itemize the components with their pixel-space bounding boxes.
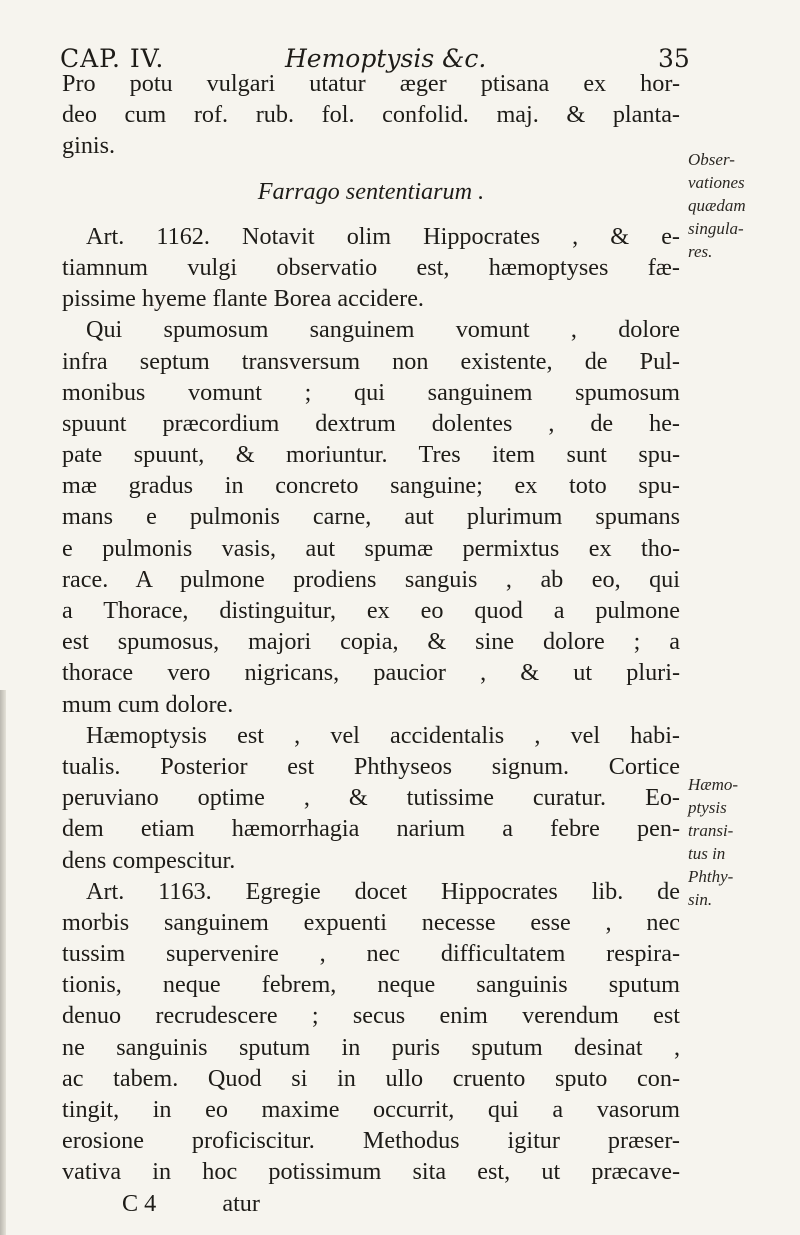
page-edge-shadow	[0, 690, 6, 1235]
text-line: a Thorace, distinguitur, ex eo quod a pulmone	[62, 597, 680, 624]
text-line: spuunt præcordium dextrum dolentes , de he-	[62, 409, 680, 437]
text-line: mæ gradus in concreto sanguine; ex toto spu-	[62, 472, 680, 500]
margin-note-line: res.	[688, 242, 713, 261]
text-line: peruviano optime , & tutissime curatur. Eo-	[62, 784, 680, 812]
text-line: denuo recrudescere ; secus enim verendum est	[62, 1002, 680, 1030]
page-footer	[62, 1188, 680, 1219]
margin-note-line: sin.	[688, 890, 713, 909]
text-line: e pulmonis vasis, aut spumæ permixtus ex tho-	[62, 534, 680, 562]
margin-note-line: Phthy-	[688, 867, 734, 886]
text-line: ginis.	[62, 132, 116, 160]
catchword: atur	[222, 1189, 260, 1217]
text-line: tualis. Posterior est Phthyseos signum. Cortice	[62, 752, 680, 780]
text-line: ne sanguinis sputum in puris sputum desinat ,	[62, 1033, 680, 1061]
margin-note-line: Hæmo-	[688, 775, 739, 794]
text-line: Pro potu vulgari utatur æger ptisana ex hor-	[62, 70, 680, 97]
text-line: tionis, neque febrem, neque sanguinis sputum	[62, 971, 680, 999]
text-line: Art. 1162. Notavit olim Hippocrates , & e-	[86, 222, 680, 250]
text-line: race. A pulmone prodiens sanguis , ab eo, qui	[62, 565, 680, 593]
text-line: ac tabem. Quod si in ullo cruento sputo con-	[62, 1064, 680, 1092]
margin-note-line: tus in	[688, 844, 726, 863]
running-title: Hemoptysis &c.	[285, 44, 487, 73]
margin-note-hemoptysis	[688, 773, 794, 911]
text-line: dem etiam hæmorrhagia narium a febre pen-	[62, 815, 680, 843]
text-line: est spumosus, majori copia, & sine dolore ; a	[62, 628, 680, 656]
text-line: Hæmoptysis est , vel accidentalis , vel habi-	[86, 721, 680, 749]
text-line: mans e pulmonis carne, aut plurimum spumans	[62, 503, 680, 531]
text-line: infra septum transversum non existente, de Pul-	[62, 347, 680, 375]
text-line: tiamnum vulgi observatio est, hæmoptyses fæ-	[62, 253, 680, 281]
margin-note-line: quædam	[688, 196, 746, 215]
margin-note-line: singula-	[688, 219, 744, 238]
text-line: mum cum dolore.	[62, 690, 234, 718]
margin-note-line: vationes	[688, 173, 745, 192]
page-number: 35	[658, 44, 690, 73]
text-line: deo cum rof. rub. fol. confolid. maj. & planta-	[62, 101, 680, 129]
text-line: monibus vomunt ; qui sanguinem spumosum	[62, 378, 680, 406]
section-heading: Farrago sententiarum .	[257, 177, 485, 205]
chapter-label: CAP. IV.	[60, 44, 165, 73]
text-line: pissime hyeme flante Borea accidere.	[62, 285, 424, 313]
text-line: Art. 1163. Egregie docet Hippocrates lib. de	[86, 877, 680, 905]
text-line: thorace vero nigricans, paucior , & ut pluri-	[62, 659, 680, 687]
text-line: morbis sanguinem expuenti necesse esse , nec	[62, 908, 680, 936]
text-line: Qui spumosum sanguinem vomunt , dolore	[86, 316, 680, 344]
margin-note-line: Obser-	[688, 150, 735, 169]
text-line: pate spuunt, & moriuntur. Tres item sunt spu-	[62, 441, 680, 469]
signature-mark: C 4	[122, 1189, 157, 1217]
text-line: tussim supervenire , nec difficultatem respira-	[62, 940, 680, 968]
text-line: vativa in hoc potissimum sita est, ut præcave-	[62, 1158, 680, 1186]
margin-note-line: ptysis	[688, 798, 727, 817]
margin-note-line: transi-	[688, 821, 734, 840]
text-line: erosione proficiscitur. Methodus igitur præser-	[62, 1127, 680, 1155]
text-line: tingit, in eo maxime occurrit, qui a vasorum	[62, 1096, 680, 1123]
margin-note-observations	[688, 148, 794, 263]
main-text	[62, 68, 680, 1219]
text-line: dens compescitur.	[62, 846, 236, 874]
